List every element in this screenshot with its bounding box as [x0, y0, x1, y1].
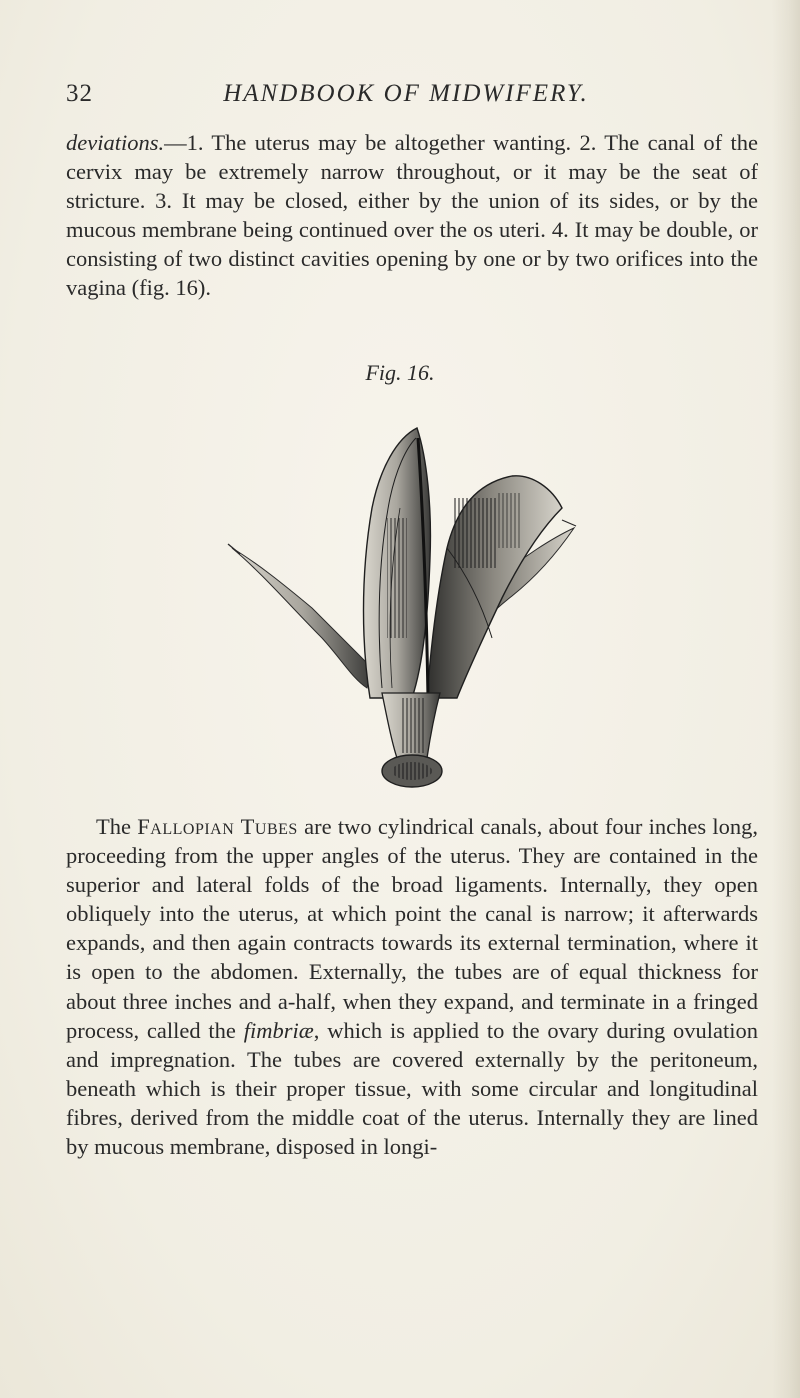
fallopian-text-b: are two cylindrical canals, about four inches long, proceeding from the upper angles of the uterus. They are contained in the superior and lateral folds of the broad ligaments. Internally, they open obliquely into the uterus, at which point the canal is narrow; it afterwards expands, and then again contracts towards its external termination, where it is open to the abdomen. Externally, the tubes are of equal thickness for about three inches and a-half, when they expand, and terminate in a fringed process, called the	[66, 814, 758, 1043]
paragraph-fallopian-tubes	[66, 812, 758, 1161]
fallopian-text-a: The	[96, 814, 138, 839]
running-head	[66, 80, 746, 114]
page-number: 32	[66, 80, 93, 107]
paragraph-deviations	[66, 128, 758, 303]
fimbriae-term: fimbriæ	[243, 1017, 314, 1043]
double-uterus-illustration	[222, 398, 582, 790]
figure-caption: Fig. 16.	[365, 360, 435, 385]
deviations-lead: deviations.	[66, 130, 165, 155]
left-fallopian-tube	[232, 548, 372, 688]
header-title: HANDBOOK OF MIDWIFERY.	[223, 80, 589, 107]
page-edge-shadow	[772, 0, 800, 1398]
deviations-text: —1. The uterus may be altogether wanting. 2. The canal of the cervix may be extremely narrow throughout, or it may be the seat of stricture. 3. It may be closed, either by the union of its sides, or by the mucous membrane being continued over the os uteri. 4. It may be double, or consisting of two distinct cavities opening by one or by two orifices into the vagina (fig. 16).	[66, 130, 758, 301]
fallopian-tubes-term: Fallopian Tubes	[137, 814, 298, 839]
fallopian-text-c: , which is applied to the ovary during ovulation and impregnation. The tubes are covered externally by the peritoneum, beneath which is their proper tissue, with some circular and longitudinal fibres, derived from the middle coat of the uterus. Internally they are lined by mucous membrane, disposed in longi-	[66, 1017, 759, 1160]
